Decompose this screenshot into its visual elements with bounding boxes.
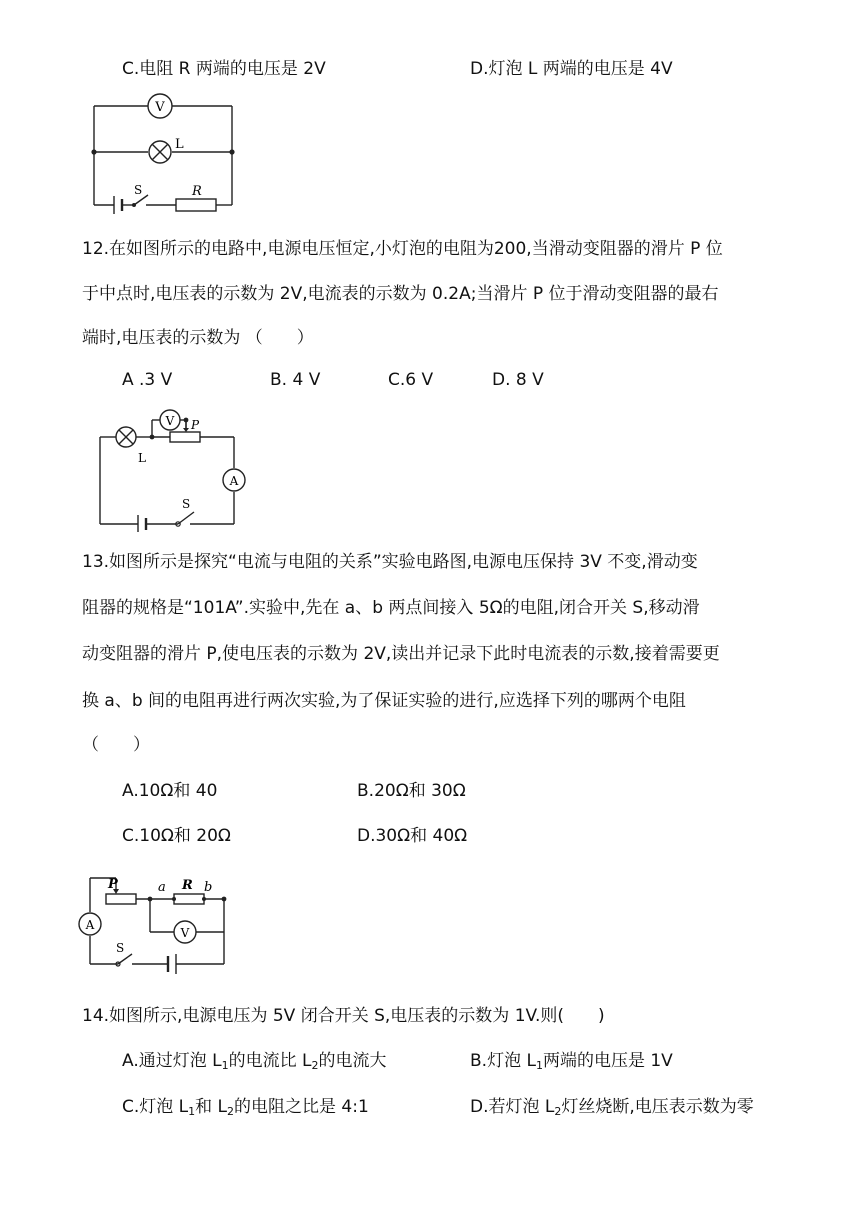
- q14-option-c: C.灯泡 $L_1$和 $L_2$的电阻之比是 4:1: [122, 1097, 369, 1118]
- q13-stem-line-5: （ ）: [82, 735, 150, 755]
- q13-point-a-label: a: [158, 880, 166, 895]
- q11-option-d: D.灯泡 L 两端的电压是 4V: [470, 59, 673, 79]
- q11-circuit-diagram: [86, 90, 256, 218]
- q13-resistor-label: R: [182, 878, 193, 893]
- q12-option-a: A .3 V: [122, 370, 173, 390]
- q12-slider-label: P: [191, 418, 200, 432]
- q12-voltmeter-label: V: [165, 414, 175, 428]
- q12-option-b: B. 4 V: [270, 370, 321, 390]
- q12-switch-label: S: [182, 497, 191, 511]
- q14-option-d: D.若灯泡 $L_2$灯丝烧断,电压表示数为零: [470, 1097, 754, 1118]
- q13-point-b-label: b: [204, 880, 213, 895]
- q13-switch-label: S: [116, 941, 125, 955]
- q11-switch-label: S: [134, 183, 143, 197]
- q11-resistor-label: R: [192, 184, 202, 199]
- q11-lamp-label: L: [175, 137, 184, 152]
- q13-option-a: A.10Ω和 40: [122, 781, 218, 801]
- q13-option-c: C.10Ω和 20Ω: [122, 826, 231, 846]
- q12-option-c: C.6 V: [388, 370, 434, 390]
- q13-stem-line-3: 动变阻器的滑片 P,使电压表的示数为 2V,读出并记录下此时电流表的示数,接着需要更: [82, 644, 720, 664]
- q13-stem-line-2: 阻器的规格是“101A”.实验中,先在 a、b 两点间接入 5Ω的电阻,闭合开关 S,移动滑: [82, 598, 700, 618]
- q12-option-d: D. 8 V: [492, 370, 544, 390]
- q13-ammeter-label: A: [85, 918, 95, 932]
- q13-option-d: D.30Ω和 40Ω: [357, 826, 468, 846]
- q12-stem-line-2: 于中点时,电压表的示数为 2V,电流表的示数为 0.2A;当滑片 P 位于滑动变阻器的最右: [82, 284, 719, 304]
- q14-option-b: B.灯泡 $L_1$两端的电压是 1V: [470, 1051, 673, 1072]
- q12-stem-line-1: 12.在如图所示的电路中,电源电压恒定,小灯泡的电阻为200,当滑动变阻器的滑片 P 位: [82, 239, 723, 259]
- q14-option-a: A.通过灯泡 $L_1$的电流比 $L_2$的电流大: [122, 1051, 387, 1072]
- q13-option-b: B.20Ω和 30Ω: [357, 781, 466, 801]
- q13-slider-label: P: [108, 877, 118, 892]
- q11-voltmeter-label: V: [155, 100, 165, 115]
- q12-ammeter-label: A: [229, 474, 239, 488]
- q12-stem-line-3: 端时,电压表的示数为 （ ）: [82, 328, 314, 348]
- q13-circuit-diagram: [78, 870, 228, 974]
- q12-circuit-diagram: [90, 404, 258, 532]
- q13-stem-line-4: 换 a、b 间的电阻再进行两次实验,为了保证实验的进行,应选择下列的哪两个电阻: [82, 691, 686, 711]
- q12-lamp-label: L: [138, 451, 146, 465]
- q13-stem-line-1: 13.如图所示是探究“电流与电阻的关系”实验电路图,电源电压保持 3V 不变,滑动变: [82, 552, 698, 572]
- q13-voltmeter-label: V: [180, 926, 190, 940]
- q14-stem: 14.如图所示,电源电压为 5V 闭合开关 S,电压表的示数为 1V.则( ): [82, 1006, 605, 1026]
- q11-option-c: C.电阻 R 两端的电压是 2V: [122, 59, 326, 79]
